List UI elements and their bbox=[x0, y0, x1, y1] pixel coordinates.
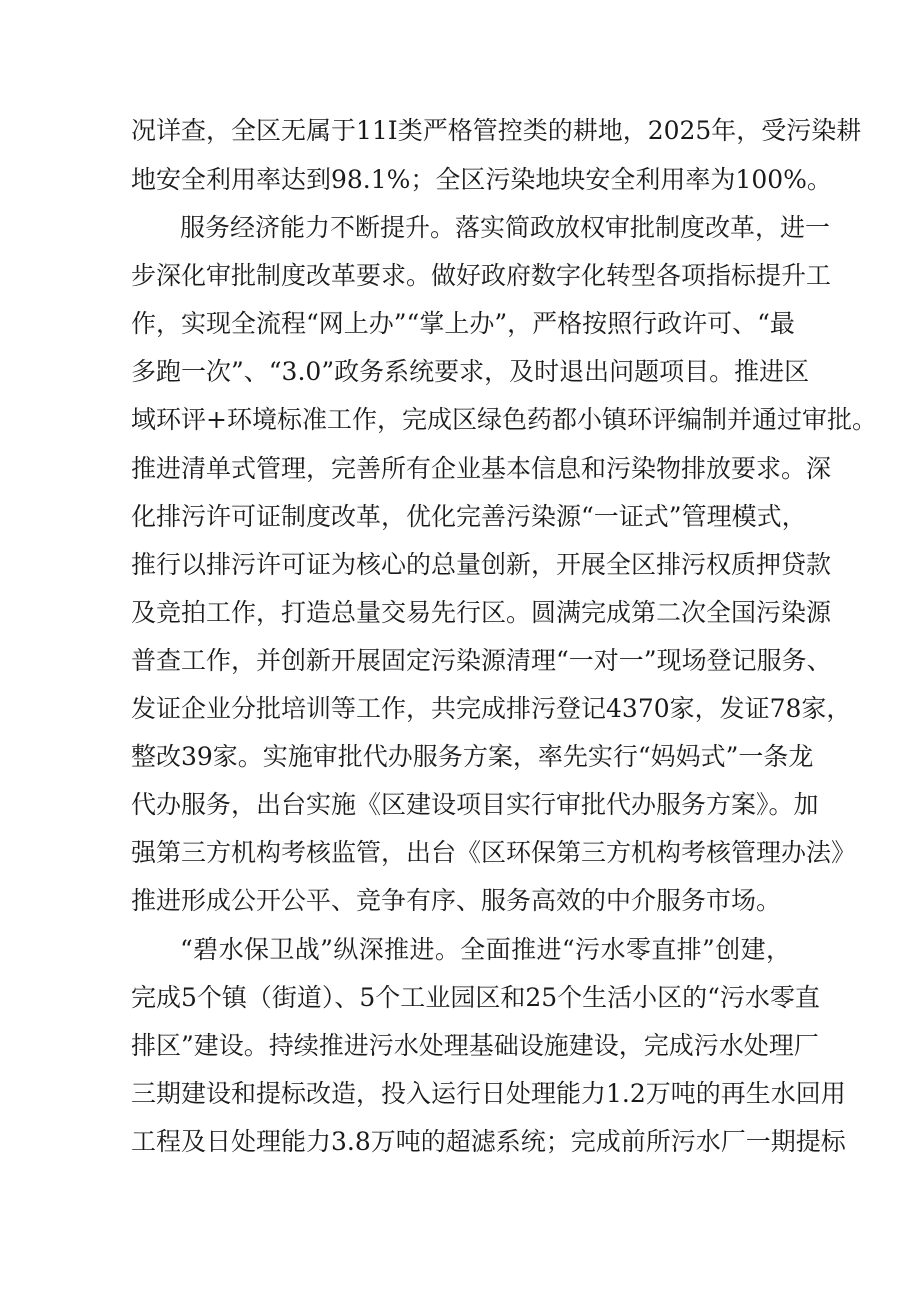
text-line: 作，实现全流程“网上办”“掌上办”，严格按照行政许可、“最 bbox=[131, 309, 795, 338]
text-line: 步深化审批制度改革要求。做好政府数字化转型各项指标提升工 bbox=[131, 261, 832, 290]
text-line: 工程及日处理能力3.8万吨的超滤系统；完成前所污水厂一期提标 bbox=[131, 1127, 846, 1156]
text-line: 三期建设和提标改造，投入运行日处理能力1.2万吨的再生水回用 bbox=[131, 1079, 846, 1108]
text-line: 化排污许可证制度改革，优化完善污染源“一证式”管理模式， bbox=[131, 502, 807, 531]
text-line: 完成5个镇（街道）、5个工业园区和25个生活小区的“污水零直 bbox=[131, 983, 820, 1012]
text-line: 及竞拍工作，打造总量交易先行区。圆满完成第二次全国污染源 bbox=[131, 598, 832, 627]
text-line: 强第三方机构考核监管，出台《区环保第三方机构考核管理办法》 bbox=[131, 838, 857, 867]
text-line: 多跑一次”、“3.0”政务系统要求，及时退出问题项目。推进区 bbox=[131, 357, 810, 386]
text-line: 域环评+环境标准工作，完成区绿色药都小镇环评编制并通过审批。 bbox=[131, 405, 877, 434]
text-line: 普查工作，并创新开展固定污染源清理“一对一”现场登记服务、 bbox=[131, 646, 832, 675]
text-line: 代办服务，出台实施《区建设项目实行审批代办服务方案》。加 bbox=[131, 790, 819, 819]
text-line: 况详查，全区无属于11I类严格管控类的耕地，2025年，受污染耕 bbox=[131, 116, 862, 145]
text-line: 推进清单式管理，完善所有企业基本信息和污染物排放要求。深 bbox=[131, 454, 832, 483]
text-line: 地安全利用率达到98.1%；全区污染地块安全利用率为100%。 bbox=[131, 165, 832, 194]
text-line: 推行以排污许可证为核心的总量创新，开展全区排污权质押贷款 bbox=[131, 550, 832, 579]
paragraph-heading-line: 服务经济能力不断提升。落实简政放权审批制度改革，进一 bbox=[180, 213, 831, 242]
text-line: 排区”建设。持续推进污水处理基础设施建设，完成污水处理厂 bbox=[131, 1031, 819, 1060]
paragraph-heading-line: “碧水保卫战”纵深推进。全面推进“污水零直排”创建， bbox=[180, 935, 792, 964]
text-line: 推进形成公开公平、竞争有序、服务高效的中介服务市场。 bbox=[131, 886, 782, 915]
text-line: 发证企业分批培训等工作，共完成排污登记4370家，发证78家， bbox=[131, 694, 852, 723]
text-line: 整改39家。实施审批代办服务方案，率先实行“妈妈式”一条龙 bbox=[131, 742, 814, 771]
